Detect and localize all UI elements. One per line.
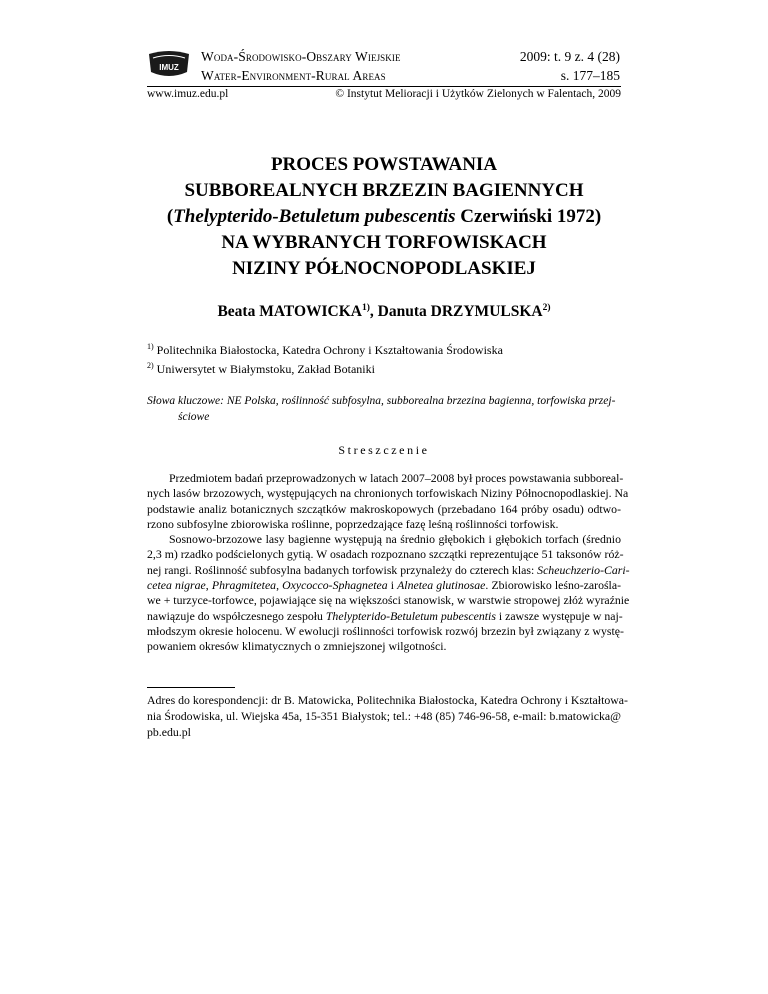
footnote-line: pb.edu.pl [147,725,191,739]
header-divider [147,86,621,87]
affiliation: $^{2)}$ Uniwersytet w Białymstoku, Zakład Botaniki [147,361,375,376]
authors: Beata MATOWICKA$^{1)}$, Danuta DRZYMULSKA$^{2)}$ [217,303,551,321]
journal-name-pl: Woda-Środowisko-Obszary Wiejskie [201,49,401,64]
imuz-logo-icon [147,50,191,80]
journal-name-en: Water-Environment-Rural Areas [201,68,386,83]
keywords-line: Słowa kluczowe: NE Polska, roślinność subfosylna, subborealna brzezina bagienna, torfowiska przej- [147,395,616,407]
page-range: s. 177–185 [560,68,620,83]
abstract-line: Przedmiotem badań przeprowadzonych w latach 2007–2008 był proces powstawania subboreal- [169,471,624,485]
abstract-line: powaniem okresów klimatycznych o zmniejszonej wilgotności. [147,639,447,654]
affiliations [147,339,503,377]
abstract-line: nawiązuje do współczesnego zespołu Thelypterido-Betuletum pubescentis i zawsze występuje w naj- [147,608,623,623]
title-species-name: Thelypterido-Betuletum pubescentis [173,206,456,227]
abstract-line: młodszym okresie holocenu. W ewolucji roślinności torfowisk rozwój brzezin był związany z wystę- [147,623,624,638]
abstract-line: podstawie analiz botanicznych szczątków makroskopowych (przebadano 164 próby osadu) odtwo- [147,501,621,516]
footnote-divider [147,687,235,688]
author-name: Beata MATOWICKA [217,303,362,321]
title-line: NIZINY PÓŁNOCNOPODLASKIEJ [232,258,536,279]
abstract-line: 2,3 m) rzadko podścielonych gytią. W osadach rozpoznano szczątki reprezentujące 51 taksonów róż- [147,547,624,562]
website-link[interactable]: www.imuz.edu.pl [147,88,229,100]
footnote-line: nia Środowiska, ul. Wiejska 45a, 15-351 Białystok; tel.: +48 (85) 746-96-58, e-mail: b.matowicka@ [147,709,621,723]
title-line: (Thelypterido-Betuletum pubescentis Czerwiński 1972) [166,206,602,227]
keywords [147,394,621,425]
abstract-line: Sosnowo-brzozowe lasy bagienne występują na średnio głębokich i głębokich torfach (średnio [169,532,621,547]
volume-info: 2009: t. 9 z. 4 (28) [519,49,620,64]
title-line: NA WYBRANYCH TORFOWISKACH [221,232,547,253]
affiliation: $^{1)}$ Politechnika Białostocka, Katedra Ochrony i Kształtowania Środowiska [147,342,503,357]
title-line: PROCES POWSTAWANIA [270,154,498,175]
copyright-notice: © Instytut Melioracji i Użytków Zielonych w Falentach, 2009 [335,88,621,100]
abstract-line: rzono subfosylne zbiorowiska roślinne, poprzedzające fazę leśną roślinności torfowisk. [147,516,559,531]
abstract-line: nych lasów brzozowych, występujących na chronionych torfowiskach Niziny Północnopodlaskiej. Na [147,486,629,501]
footnote-line: Adres do korespondencji: dr B. Matowicka, Politechnika Białostocka, Katedra Ochrony i Kształtowa- [147,693,628,707]
journal-name [201,47,401,85]
author-affiliation-mark: 2) [542,303,551,313]
abstract-text [147,471,630,655]
abstract-heading: Streszczenie [338,443,430,457]
title-line: SUBBOREALNYCH BRZEZIN BAGIENNYCH [184,180,584,201]
abstract-line: cetea nigrae, Phragmitetea, Oxycocco-Sphagnetea i Alnetea glutinosae. Zbiorowisko leśno-zarośla- [147,578,621,593]
article-title [100,152,668,282]
abstract-line: nej rangi. Roślinność subfosylna badanych torfowisk przynależy do czterech klas: Scheuchzerio-Cari- [147,562,630,577]
author-affiliation-mark: 1) [362,303,370,313]
keywords-line: ściowe [178,410,210,423]
logo-text: IMUZ [159,63,179,72]
correspondence-footnote [147,692,628,740]
issue-info [520,47,620,85]
abstract-line: we + turzyce-torfowce, pojawiające się na większości stanowisk, w warstwie stropowej złóż wyraźnie [147,593,630,608]
author-name: Danuta DRZYMULSKA [377,303,543,321]
